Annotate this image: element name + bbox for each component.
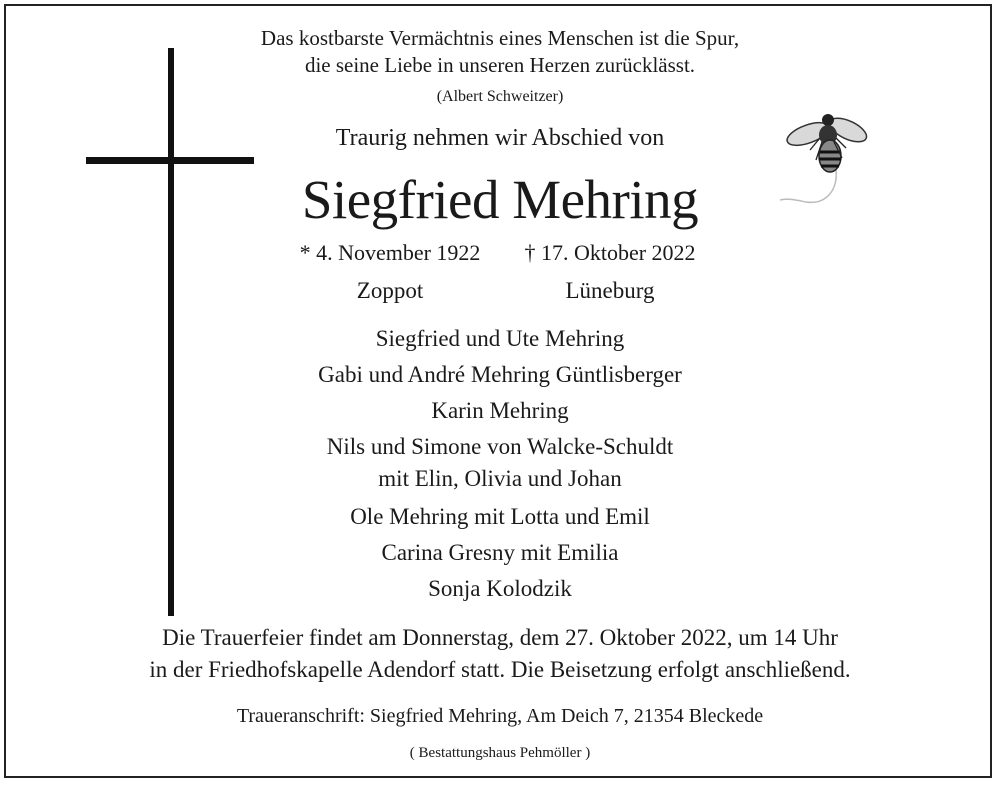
quote-author: (Albert Schweitzer) [436, 88, 564, 105]
birth-place: Zoppot [356, 278, 424, 303]
survivor-line: Carina Gresny mit Emilia [381, 540, 619, 565]
mourning-address: Traueranschrift: Siegfried Mehring, Am Deich 7, 21354 Bleckede [236, 705, 764, 727]
quote-line-2: die seine Liebe in unseren Herzen zurücklässt. [304, 53, 696, 77]
survivor-line: mit Elin, Olivia und Johan [378, 466, 622, 491]
death-place: Lüneburg [565, 278, 655, 303]
undertaker-credit: ( Bestattungshaus Pehmöller ) [409, 745, 591, 761]
life-dates [0, 240, 1000, 303]
birth-date: * 4. November 1922 [299, 240, 481, 265]
quote-line-1: Das kostbarste Vermächtnis eines Menschen ist die Spur, [260, 26, 740, 50]
survivor-line: Siegfried und Ute Mehring [375, 326, 625, 351]
intro-text: Traurig nehmen wir Abschied von [335, 125, 665, 151]
survivor-line: Sonja Kolodzik [428, 576, 572, 601]
ceremony-line-2: in der Friedhofskapelle Adendorf statt. Die Beisetzung erfolgt anschließend. [149, 657, 851, 682]
survivor-line: Gabi und André Mehring Güntlisberger [318, 362, 682, 387]
survivor-line: Ole Mehring mit Lotta und Emil [350, 504, 650, 529]
survivor-line: Nils und Simone von Walcke-Schuldt [326, 434, 674, 459]
survivor-line: Karin Mehring [431, 398, 569, 423]
cross-icon-bar [86, 157, 254, 164]
death-date: † 17. Oktober 2022 [524, 240, 696, 265]
deceased-name: Siegfried Mehring [301, 169, 699, 230]
ceremony-line-1: Die Trauerfeier findet am Donnerstag, dem 27. Oktober 2022, um 14 Uhr [162, 625, 838, 650]
